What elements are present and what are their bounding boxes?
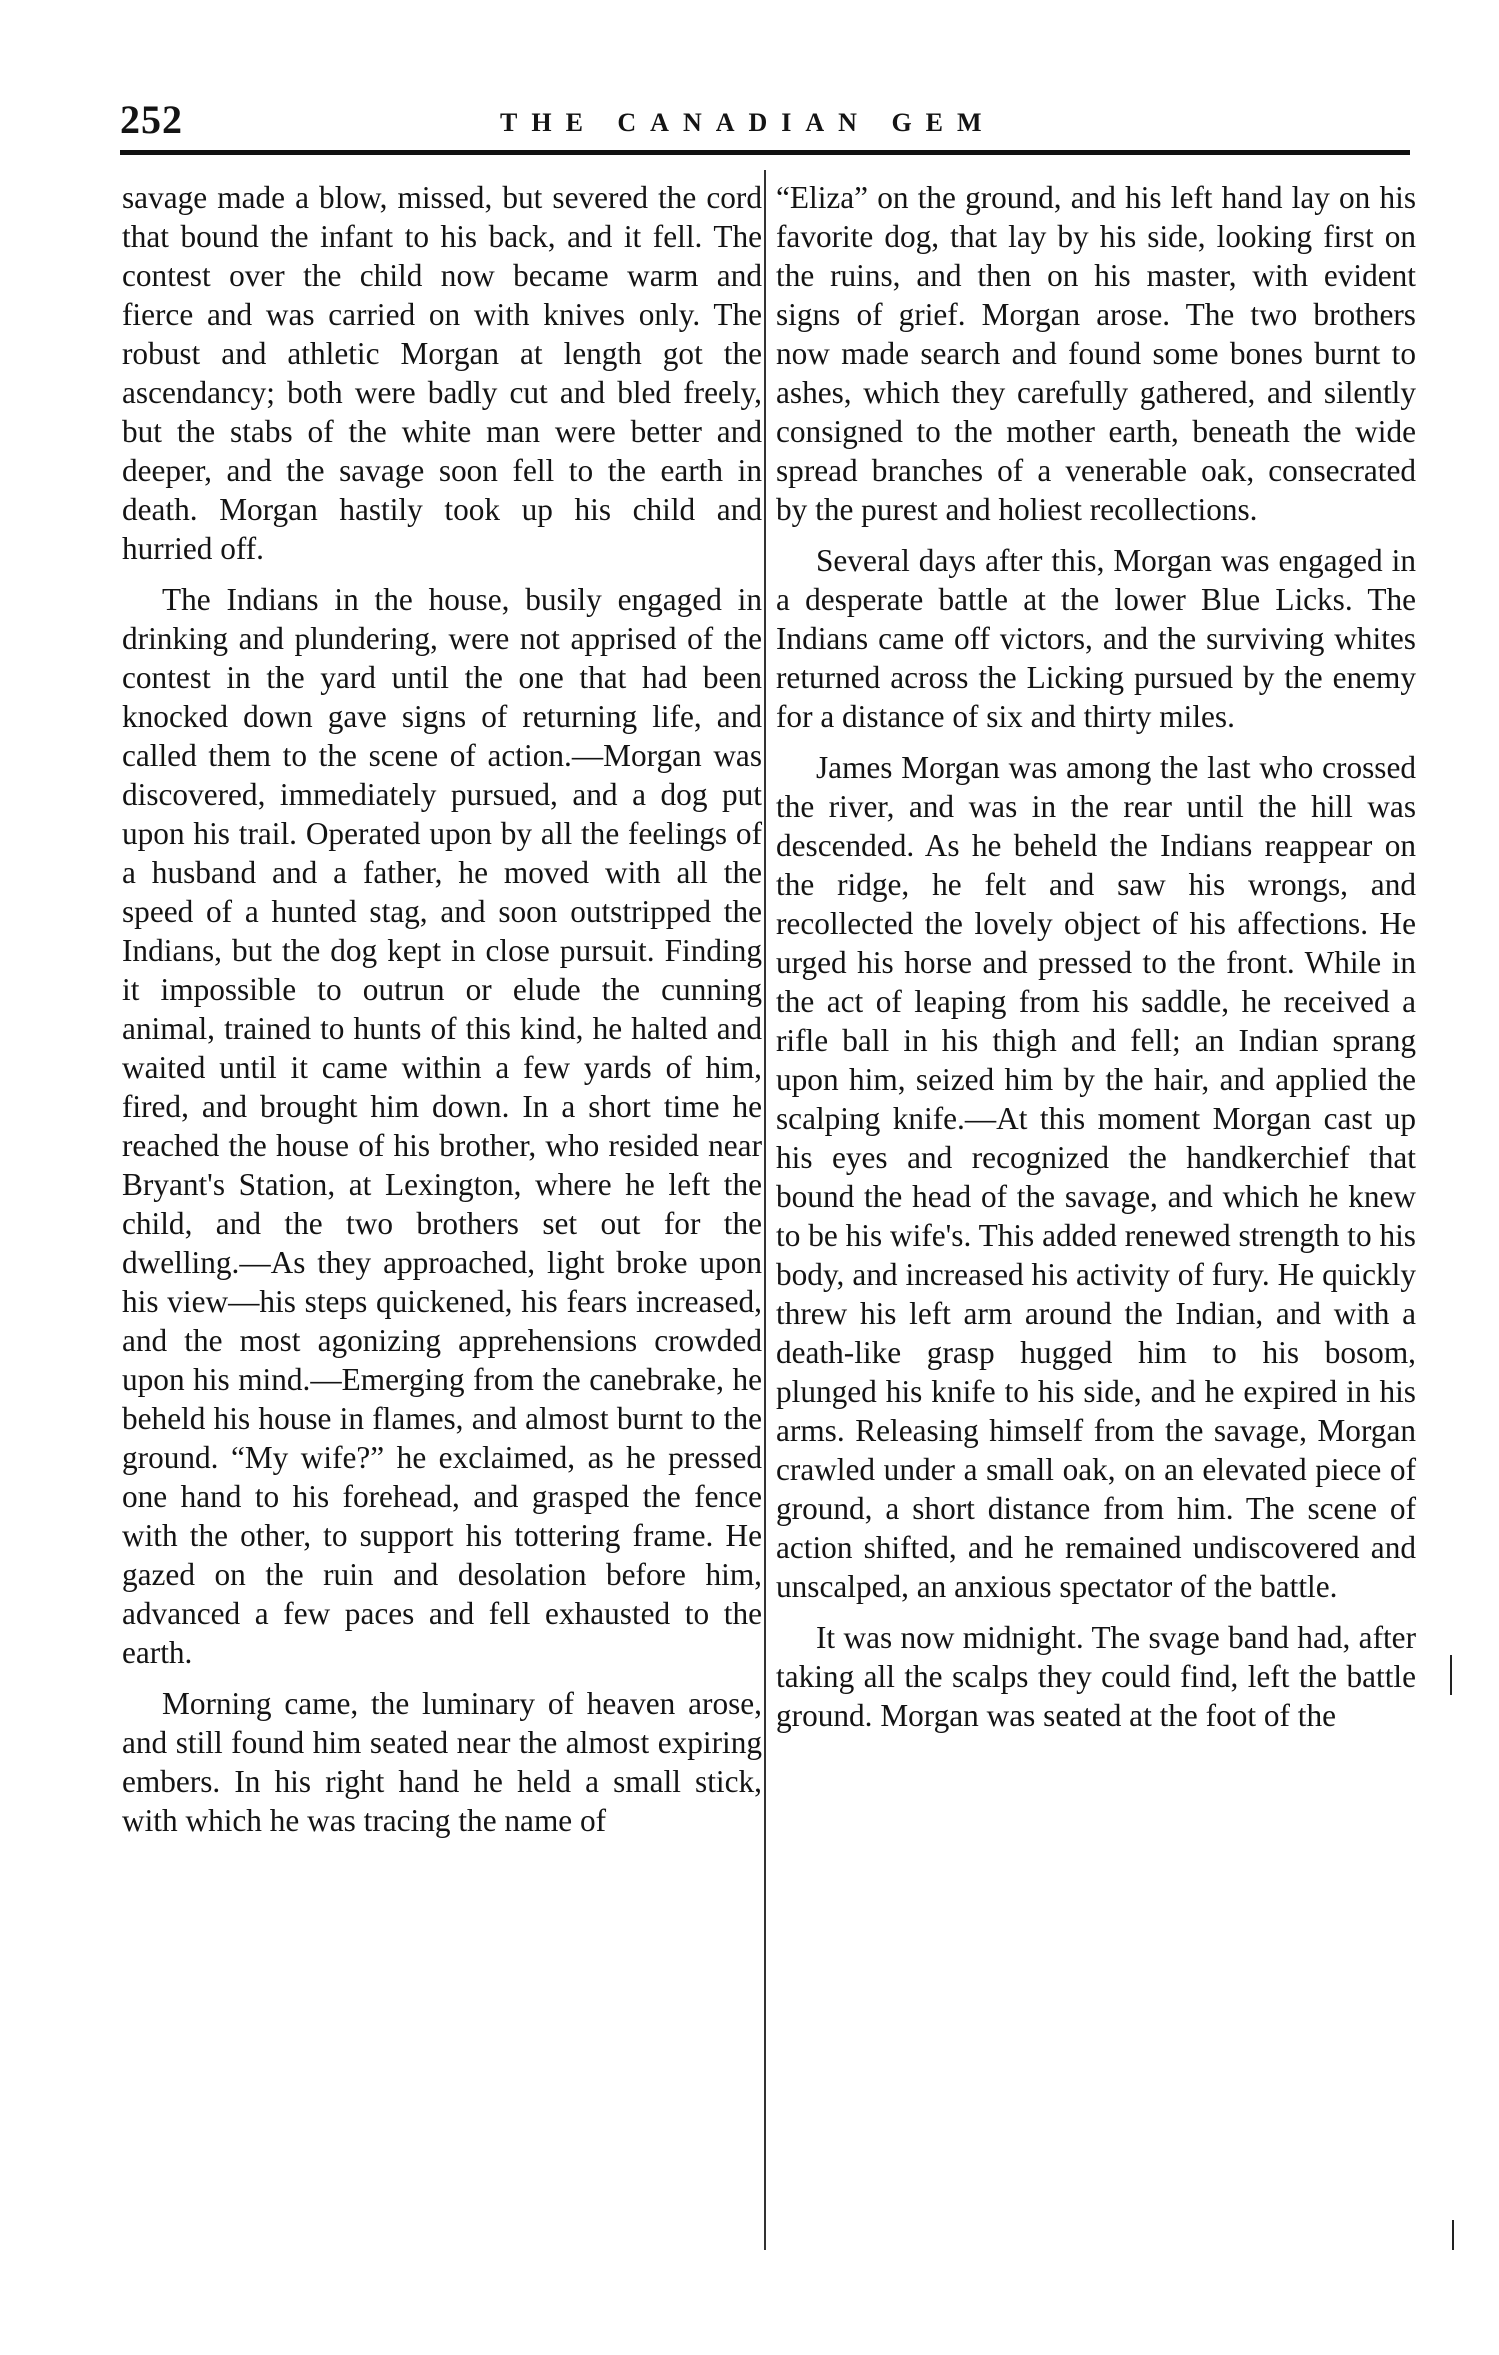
left-paragraph-1: savage made a blow, missed, but severed the cord that bound the infant to his back, and it fell. The contest over the child now became warm and fierce and was carried on with knives only. The robust and athletic Morgan at length got the ascendancy; both were badly cut and bled freely, but the stabs of the white man were better and deeper, and the savage soon fell to the earth in death. Morgan hastily took up his child and hurried off. xyxy=(122,180,762,566)
right-paragraph-1: “Eliza” on the ground, and his left hand lay on his favorite dog, that lay by his side, looking first on the ruins, and then on his master, with evident signs of grief. Morgan arose. The two brothers now made search and found some bones burnt to ashes, which they carefully gathered, and silently consigned to the mother earth, beneath the wide spread branches of a venerable oak, consecrated by the purest and holiest recollections. xyxy=(776,180,1416,527)
right-paragraph-2: Several days after this, Morgan was engaged in a desperate battle at the lower Blue Licks. The Indians came off victors, and the surviving whites returned across the Licking pursued by the enemy for a distance of six and thirty miles. xyxy=(776,543,1416,734)
right-paragraph-4: It was now midnight. The svage band had, after taking all the scalps they could find, left the battle ground. Morgan was seated at the foot of the xyxy=(776,1620,1416,1733)
margin-mark xyxy=(1450,1655,1452,1695)
margin-mark xyxy=(1452,2220,1454,2250)
left-paragraph-2: The Indians in the house, busily engaged in drinking and plundering, were not apprised of the contest in the yard until the one that had been knocked down gave signs of returning life, and called them to the scene of action.—Morgan was discovered, immediately pursued, and a dog put upon his trail. Operated upon by all the feelings of a husband and a father, he moved with all the speed of a hunted stag, and soon outstripped the Indians, but the dog kept in close pursuit. Finding it impossible to outrun or elude the cunning animal, trained to hunts of this kind, he halted and waited until it came within a few yards of him, fired, and brought him down. In a short time he reached the house of his brother, who resided near Bryant's Station, at Lexington, where he left the child, and the two brothers set out for the dwelling.—As they approached, light broke upon his view—his steps quickened, his fears increased, and the most agonizing apprehensions crowded upon his mind.—Emerging from the canebrake, he beheld his house in flames, and almost burnt to the ground. “My wife?” he exclaimed, as he pressed one hand to his forehead, and grasped the fence with the other, to support his tottering frame. He gazed on the ruin and desolation before him, advanced a few paces and fell exhausted to the earth. xyxy=(122,582,762,1670)
column-divider xyxy=(764,170,766,2250)
header-rule xyxy=(120,150,1410,155)
running-head: THE CANADIAN GEM xyxy=(500,108,996,137)
left-paragraph-3: Morning came, the luminary of heaven arose, and still found him seated near the almost expiring embers. In his right hand he held a small stick, with which he was tracing the name of xyxy=(122,1686,762,1838)
right-column xyxy=(776,178,1416,1747)
left-column xyxy=(122,178,762,1852)
page-header xyxy=(120,96,1410,156)
page-number: 252 xyxy=(120,97,183,142)
right-paragraph-3: James Morgan was among the last who crossed the river, and was in the rear until the hill was descended. As he beheld the Indians reappear on the ridge, he felt and saw his wrongs, and recollected the lovely object of his affections. He urged his horse and pressed to the front. While in the act of leaping from his saddle, he received a rifle ball in his thigh and fell; an Indian sprang upon him, seized him by the hair, and applied the scalping knife.—At this moment Morgan cast up his eyes and recognized the handkerchief that bound the head of the savage, and which he knew to be his wife's. This added renewed strength to his body, and increased his activity of fury. He quickly threw his left arm around the Indian, and with a death-like grasp hugged him to his bosom, plunged his knife to his side, and he expired in his arms. Releasing himself from the savage, Morgan crawled under a small oak, on an elevated piece of ground, a short distance from him. The scene of action shifted, and he remained undiscovered and unscalped, an anxious spectator of the battle. xyxy=(776,750,1416,1604)
